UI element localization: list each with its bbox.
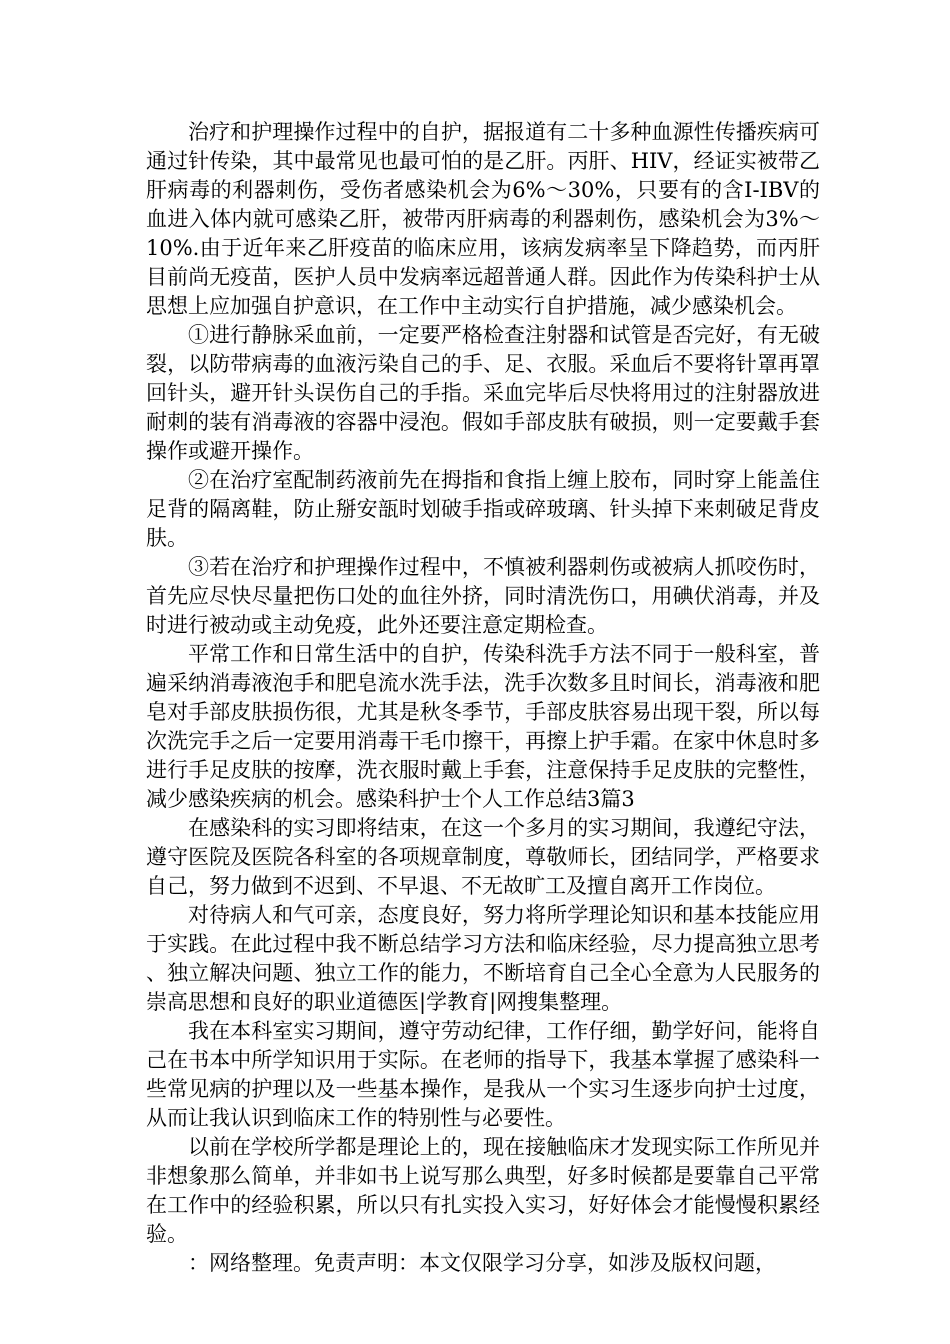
paragraph-internship-learning: 我在本科室实习期间，遵守劳动纪律，工作仔细，勤学好问，能将自己在书本中所学知识用于实际。在老师的指导下，我基本掌握了感染科一些常见病的护理以及一些基本操作，是我从一个实习生逐步向护士过度，从而让我认识到临床工作的特别性与必要性。 [146,1019,820,1130]
paragraph-treatment-room: ②在治疗室配制药液前先在拇指和食指上缠上胶布，同时穿上能盖住足背的隔离鞋，防止掰安瓿时划破手指或碎玻璃、针头掉下来刺破足背皮肤。 [146,468,820,550]
paragraph-daily-self-protection: 平常工作和日常生活中的自护，传染科洗手方法不同于一般科室，普遍采纳消毒液泡手和肥皂流水洗手法，洗手次数多且时间长，消毒液和肥皂对手部皮肤损伤很，尤其是秋冬季节，手部皮肤容易出现干裂，所以每次洗完手之后一定要用消毒干毛巾擦干，再擦上护手霜。在家中休息时多进行手足皮肤的按摩，洗衣服时戴上手套，注意保持手足皮肤的完整性，减少感染疾病的机会。感染科护士个人工作总结3篇3 [146,642,820,811]
document-body [146,118,820,1278]
paragraph-self-protection-intro: 治疗和护理操作过程中的自护，据报道有二十多种血源性传播疾病可通过针传染，其中最常见也最可怕的是乙肝。丙肝、HIV，经证实被带乙肝病毒的利器刺伤，受伤者感染机会为6%～30%，只要有的含I-IBV的血进入体内就可感染乙肝，被带丙肝病毒的利器刺伤，感染机会为3%～10%.由于近年来乙肝疫苗的临床应用，该病发病率呈下降趋势，而丙肝目前尚无疫苗，医护人员中发病率远超普通人群。因此作为传染科护士从思想上应加强自护意识，在工作中主动实行自护措施，减少感染机会。 [146,120,820,318]
paragraph-blood-collection: ①进行静脉采血前，一定要严格检查注射器和试管是否完好，有无破裂，以防带病毒的血液污染自己的手、足、衣服。采血后不要将针罩再罩回针头，避开针头误伤自己的手指。采血完毕后尽快将用过的注射器放进耐刺的装有消毒液的容器中浸泡。假如手部皮肤有破损，则一定要戴手套操作或避开操作。 [146,323,820,463]
paragraph-clinical-experience: 以前在学校所学都是理论上的，现在接触临床才发现实际工作所见并非想象那么简单，并非如书上说写那么典型，好多时候都是要靠自己平常在工作中的经验积累，所以只有扎实投入实习，好好体会才能慢慢积累经验。 [146,1135,820,1246]
paragraph-internship-discipline: 在感染科的实习即将结束，在这一个多月的实习期间，我遵纪守法，遵守医院及医院各科室的各项规章制度，尊敬师长，团结同学，严格要求自己，努力做到不迟到、不早退、不无故旷工及擅自离开工作岗位。 [146,816,820,898]
paragraph-injury-handling: ③若在治疗和护理操作过程中，不慎被利器刺伤或被病人抓咬伤时，首先应尽快尽量把伤口处的血往外挤，同时清洗伤口，用碘伏消毒，并及时进行被动或主动免疫，此外还要注意定期检查。 [146,555,820,637]
paragraph-disclaimer: ：网络整理。免责声明：本文仅限学习分享，如涉及版权问题， [188,1251,776,1275]
paragraph-patient-attitude: 对待病人和气可亲，态度良好，努力将所学理论知识和基本技能应用于实践。在此过程中我不断总结学习方法和临床经验，尽力提高独立思考、独立解决问题、独立工作的能力，不断培育自己全心全意为人民服务的崇高思想和良好的职业道德医|学教育|网搜集整理。 [146,903,820,1014]
